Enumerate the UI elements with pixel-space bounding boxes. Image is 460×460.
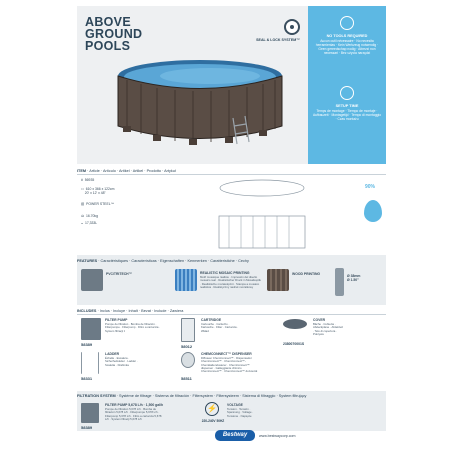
features-header: FEATURES · Caractéristiques · Características · Eigenschaften · Kenmerken · Caratteristiche · Cechy bbox=[77, 259, 249, 263]
item-capacity: ◒ 17,333L bbox=[81, 221, 98, 225]
cover-code: 2380070001S bbox=[283, 342, 305, 346]
liner-icon bbox=[81, 269, 103, 291]
dispenser-title: CHEMCONNECT™ DISPENSER bbox=[201, 352, 252, 356]
pipe-icon bbox=[335, 268, 344, 296]
seal-lock-icon bbox=[284, 19, 300, 35]
dispenser-image bbox=[181, 352, 195, 368]
pipe-diameter: Ø 38mm Ø 1.50" bbox=[347, 274, 361, 283]
setup-time-text: Temps de montage · Tiempo de montaje · Aufbauzeit · Montagetijd · Tempo di montaggio · Czas montażu bbox=[312, 109, 382, 122]
ladder-code: 58331 bbox=[81, 376, 93, 381]
cartridge-image bbox=[181, 318, 195, 342]
mosaic-text: Motif mosaïque réaliste · Impresión del diseño mosaico real · Realistischer Druck in Mosaikoptik · Realistische mozaïekprint · Stampa a mosaico realistica · Realistyczny nadruk mozaikowy bbox=[200, 275, 261, 289]
item-divider bbox=[77, 174, 386, 175]
item-dimensions: ⬭ 610 x 366 x 122cm 20' x 12' x 48" bbox=[81, 187, 115, 196]
filtration-pump-image bbox=[81, 403, 99, 423]
dispenser-code: 58511 bbox=[181, 376, 192, 381]
cartridge-title: CARTRIDGE bbox=[201, 318, 222, 322]
filtration-title: FILTER PUMP 5,678 L/h · 1,500 gal/h bbox=[105, 403, 164, 407]
product-sheet bbox=[77, 6, 386, 454]
bestway-logo: Bestway bbox=[215, 430, 255, 441]
water-drop-icon bbox=[364, 200, 382, 222]
hero-info-panel bbox=[308, 6, 386, 164]
filtration-header: FILTRATION SYSTEM · Système de filtrage · Sistema de filtración · Filtersystem · Filtersysteem · Sistema di filtraggio · System filtrujący bbox=[77, 394, 307, 398]
fill-percent: 90% bbox=[365, 184, 376, 190]
cover-image bbox=[283, 319, 307, 329]
cover-title: COVER bbox=[313, 318, 326, 322]
dispenser-text: Diffuseur ChemConnect™ · Dispensador ChemConnect™ · ChemConnect™-Chemikaliendosierer · ChemConnect™ dispenser · Galleggiante chimico ChemConnect™ · ChemConnect™ dozownik bbox=[201, 356, 258, 374]
cartridge-code: 58012 bbox=[181, 344, 193, 349]
voltage-title: VOLTAGE bbox=[227, 403, 243, 407]
footer-url[interactable]: www.bestwaycorp.com bbox=[259, 434, 296, 438]
filtration-code: 58389 bbox=[81, 425, 93, 430]
filter-pump-text: Pompe de filtration · Bomba de filtración · Filterpumpe · Filterpomp · Filtro a cartuccia · System filtracji z bbox=[105, 322, 161, 333]
wood-icon bbox=[267, 269, 289, 291]
wood-title: WOOD PRINTING bbox=[292, 272, 321, 276]
voltage-icon: ⚡ bbox=[205, 402, 219, 416]
hero-title: ABOVE GROUND POOLS bbox=[85, 15, 143, 53]
ladder-text: Échelle · Escalera · Sicherheitsleiter · Ladder · Scaletta · Drabinka bbox=[105, 356, 138, 367]
clock-icon bbox=[340, 86, 354, 100]
item-header: ITEM · Article · Artículo · Artikel · Artikel · Prodotto · Artykuł bbox=[77, 169, 176, 173]
cartridge-text: Cartouche · Cartucho · Kartusche · Filter · Cartuccia · Wkład bbox=[201, 322, 239, 333]
item-code: # 56935 bbox=[81, 178, 95, 182]
item-weight: ⚖ 16.70kg bbox=[81, 214, 99, 218]
no-tools-title: NO TOOLS REQUIRED bbox=[326, 34, 368, 38]
includes-divider bbox=[77, 314, 386, 315]
item-frame: ▥ POWER STEEL™ bbox=[81, 202, 114, 206]
hero-section bbox=[77, 6, 386, 164]
ladder-title: LADDER bbox=[105, 352, 120, 356]
no-tools-text: Aucun outil nécessaire · No necesita herramientas · Kein Werkzeug notwendig · Geen gereedschap nodig · Attrezzi non necessari · Bez użycia narzędzi bbox=[315, 39, 379, 56]
mosaic-icon bbox=[175, 269, 197, 291]
cover-text: Bâche · Cubierta · Abdeckplane · Afdekzeil · Telo di copertura · Pokrywa bbox=[313, 322, 343, 336]
filter-pump-code: 58389 bbox=[81, 342, 93, 347]
pool-dimension-diagram bbox=[217, 176, 307, 256]
pool-image bbox=[115, 56, 285, 156]
voltage-value: 220-240V 50HZ bbox=[201, 419, 225, 423]
liner-label: PVC/TRITECH™ bbox=[106, 272, 132, 276]
mosaic-title: REALISTIC MOSAIC PRINTING bbox=[200, 271, 250, 275]
setup-time-title: SETUP TIME bbox=[335, 104, 359, 108]
voltage-text: Tension · Tensión · Spannung · Voltage · Tensione · Napięcie bbox=[227, 407, 254, 418]
filter-pump-title: FILTER PUMP bbox=[105, 318, 128, 322]
includes-header: INCLUDES · Inclus · Incluye · Inhalt · Bevat · Include · Zawiera bbox=[77, 309, 184, 313]
filter-pump-image bbox=[81, 318, 101, 340]
no-tools-icon bbox=[340, 16, 354, 30]
seal-lock-label: SEAL & LOCK SYSTEM™ bbox=[256, 38, 300, 42]
ladder-image bbox=[81, 352, 99, 374]
filtration-text: Pompe de filtration 5,678 L/h · Bomba de filtración 5,678 L/h · Filterpumpe 5,678 L/h · Filterpomp 5,678 L/h · Filtro a cartuccia 5,678 L/h · System filtracji 5,678 L/h bbox=[105, 407, 162, 421]
